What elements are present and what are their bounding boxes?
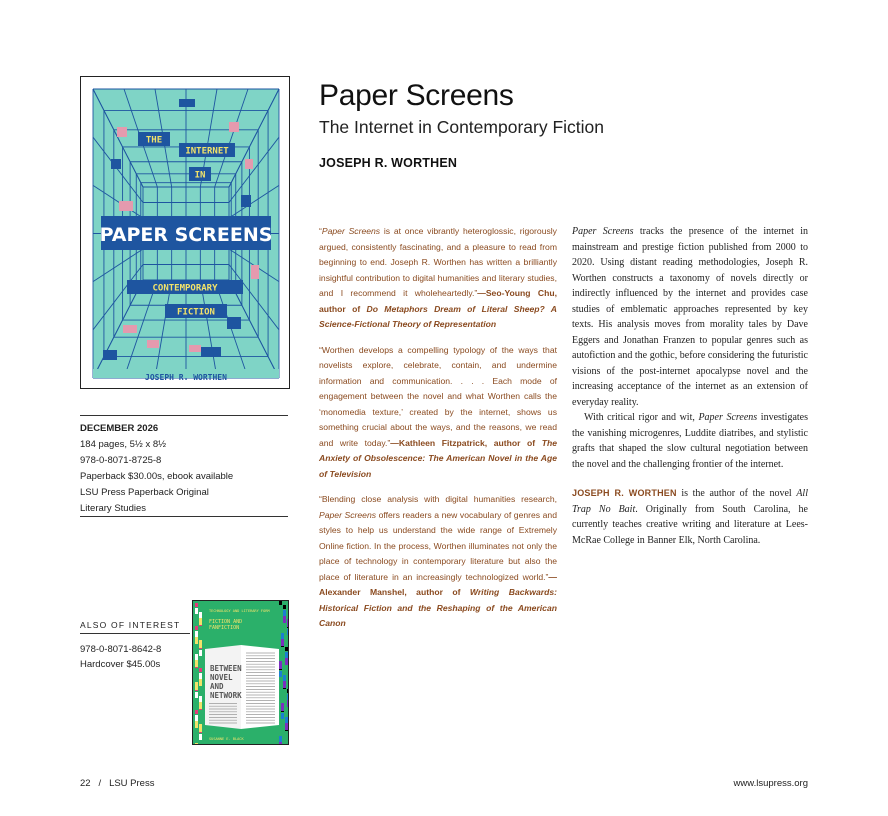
also-of-interest-cover[interactable] — [192, 600, 289, 745]
cover-cell — [245, 159, 253, 169]
aoi-cover-sub1: FICTION AND — [209, 619, 243, 625]
cover-line2: INTERNET — [185, 146, 229, 157]
footer-separator: / — [98, 778, 102, 789]
price: Paperback $30.00s, ebook available — [80, 471, 234, 482]
cover-art — [81, 77, 290, 389]
footer-page — [80, 778, 154, 789]
cover-cell — [227, 317, 241, 329]
book-cover — [80, 76, 290, 389]
cover-cell — [111, 159, 121, 169]
cover-cell — [201, 347, 221, 357]
series: LSU Press Paperback Original — [80, 487, 209, 498]
website-link[interactable]: www.lsupress.org — [733, 778, 808, 789]
cover-cell — [179, 99, 195, 107]
page-count: 184 pages, 5½ x 8½ — [80, 439, 167, 450]
book-title: Paper Screens — [319, 79, 514, 112]
description — [572, 224, 808, 548]
cover-title: PAPER SCREENS — [99, 224, 273, 246]
quote: “Blending close analysis with digital humanities research, Paper Screens offers readers a new vocabulary of genres and styles to help us understand the wide range of Extremely Online fiction. In the process, Worthen illuminates not only the place of technology in contemporary literature but also the place of literature in an increasingly technologized world.”—Alexander Manshel, author of Writing Backwards: Historical Fiction and the Reshaping of the American Canon — [319, 494, 557, 628]
endorsements — [319, 224, 557, 642]
aoi-cover-art — [193, 601, 289, 745]
author-bio: JOSEPH R. WORTHEN is the author of the novel All Trap No Bait. Originally from South Carolina, he currently teaches creative writing and literature at Lees-McRae College in Banner Elk, North Carolina. — [572, 488, 808, 546]
cover-cell — [251, 265, 259, 279]
cover-cell — [103, 350, 117, 360]
divider — [80, 633, 190, 634]
book-author: JOSEPH R. WORTHEN — [319, 156, 458, 170]
aoi-cover-title2: NOVEL — [210, 673, 233, 682]
cover-author: JOSEPH R. WORTHEN — [145, 373, 227, 382]
book-subtitle: The Internet in Contemporary Fiction — [319, 117, 604, 137]
cover-line6: FICTION — [177, 307, 215, 318]
cover-line3: IN — [194, 170, 206, 181]
cover-cell — [117, 127, 127, 137]
aoi-cover-title4: NETWORK — [210, 691, 242, 700]
aoi-cover-author: SUSANNE E. BLACK — [209, 737, 244, 741]
cover-cell — [123, 325, 137, 333]
aoi-cover-title1: BETWEEN — [210, 664, 242, 673]
divider — [80, 516, 288, 517]
subject: Literary Studies — [80, 503, 147, 514]
description-paragraph: Paper Screens tracks the presence of the internet in mainstream and prestige fiction published from 2000 to 2020. Using distant reading methodologies, Joseph R. Worthen constructs a taxonomy of novels directly or indirectly influenced by the internet and provides case studies of emblematic approaches represented by key texts. His analysis moves from morality tales by Dave Eggers and Jonathan Franzen to popular genres such as autofiction and the gothic, before considering the futuristic visions of the post-internet apocalypse novel and the increasing acceptance of the internet as an extension of everyday reality. — [572, 226, 808, 408]
also-of-interest-label: ALSO OF INTEREST — [80, 620, 181, 630]
isbn: 978-0-8071-8725-8 — [80, 455, 162, 466]
aoi-cover-top: TECHNOLOGY AND LITERARY FORM — [209, 609, 270, 613]
book-details — [80, 421, 290, 517]
quote: “Paper Screens is at once vibrantly heteroglossic, rigorously argued, consistently fascinating, and a pleasure to read from beginning to end. Joseph R. Worthen has written a brilliantly insightful contribution to digital humanities and literary studies, and I recommend it wholeheartedly.”—Seo-Young Chu, author of Do Metaphors Dream of Literal Sheep? A Science-Fictional Theory of Representation — [319, 226, 557, 329]
publisher-name: LSU Press — [109, 778, 155, 789]
cover-cell — [189, 345, 201, 352]
cover-cell — [119, 201, 133, 211]
description-paragraph: With critical rigor and wit, Paper Screens investigates the vanishing microgenres, Luddite diatribes, and stylistic grafts that shaped the slow cultural negotiation between the novel and the challenging frontier of the internet. — [572, 412, 808, 470]
aoi-isbn: 978-0-8071-8642-8 — [80, 644, 162, 655]
cover-line5: CONTEMPORARY — [152, 283, 218, 294]
quote: “Worthen develops a compelling typology of the ways that novelists explore, celebrate, contain, and undermine information and communication. . . . Each mode of engagement between the novel and what Worthen calls the ‘monomedia texture,’ created by the internet, shows us something crucial about the ways, and the reasons, we read and write today.”—Kathleen Fitzpatrick, author of The Anxiety of Obsolescence: The American Novel in the Age of Television — [319, 344, 557, 479]
aoi-price: Hardcover $45.00s — [80, 659, 161, 670]
cover-line1: THE — [145, 135, 163, 146]
aoi-cover-sub2: FANFICTION — [209, 625, 240, 631]
page-number: 22 — [80, 778, 91, 789]
cover-cell — [241, 195, 251, 207]
pub-date: DECEMBER 2026 — [80, 423, 159, 434]
aoi-cover-title3: AND — [210, 682, 224, 691]
cover-cell — [229, 122, 239, 132]
also-of-interest-info — [80, 642, 161, 672]
divider — [80, 415, 288, 416]
cover-cell — [147, 340, 159, 348]
